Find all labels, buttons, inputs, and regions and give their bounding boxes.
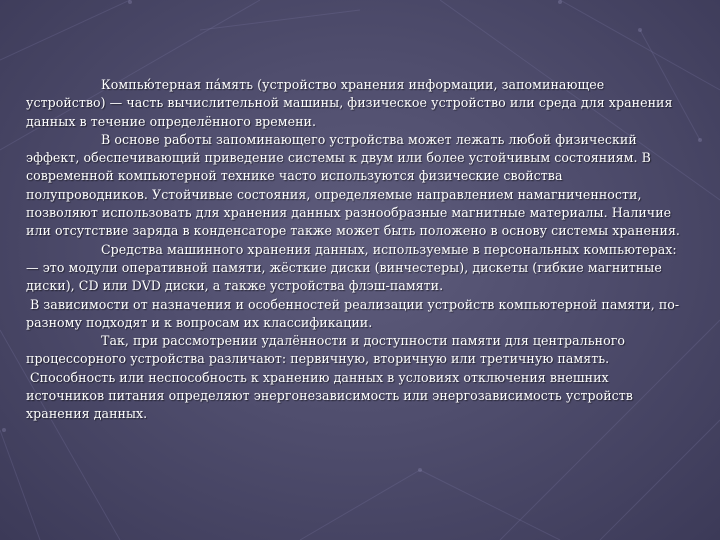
text-body — [26, 76, 686, 424]
paragraph-classification: В зависимости от назначения и особенностей реализации устройств компьютерной памяти, по-разному подходят и к вопросам их классификации. — [26, 296, 680, 330]
paragraph-storage-devices: Средства машинного хранения данных, используемые в персональных компьютерах: — это модули оперативной памяти, жёсткие диски (винчестеры), дискеты (гибкие магнитные диски), CD или DVD диски, а также устройства флэш-памяти. — [26, 241, 677, 294]
paragraph-volatility: Способность или неспособность к хранению данных в условиях отключения внешних источников питания определяют энергонезависимость или энергозависимость устройств хранения данных. — [26, 369, 633, 422]
paragraph-physical-principle: В основе работы запоминающего устройства может лежать любой физический эффект, обеспечивающий приведение системы к двум или более устойчивым состояниям. В современной компьютерной технике часто используются физические свойства полупроводников. Устойчивые состояния, определяемые направлением намагниченности, позволяют использовать для хранения данных разнообразные магнитные материалы. Наличие или отсутствие заряда в конденсаторе также может быть положено в основу системы хранения. — [26, 131, 680, 239]
paragraph-memory-levels: Так, при рассмотрении удалённости и доступности памяти для центрального процессорного устройства различают: первичную, вторичную или третичную память. — [26, 333, 625, 367]
paragraph-definition: Компью́терная па́мять (устройство хранения информации, запоминающее устройство) — часть вычислительной машины, физическое устройство или среда для хранения данных в течение определённого времени. — [26, 77, 673, 129]
